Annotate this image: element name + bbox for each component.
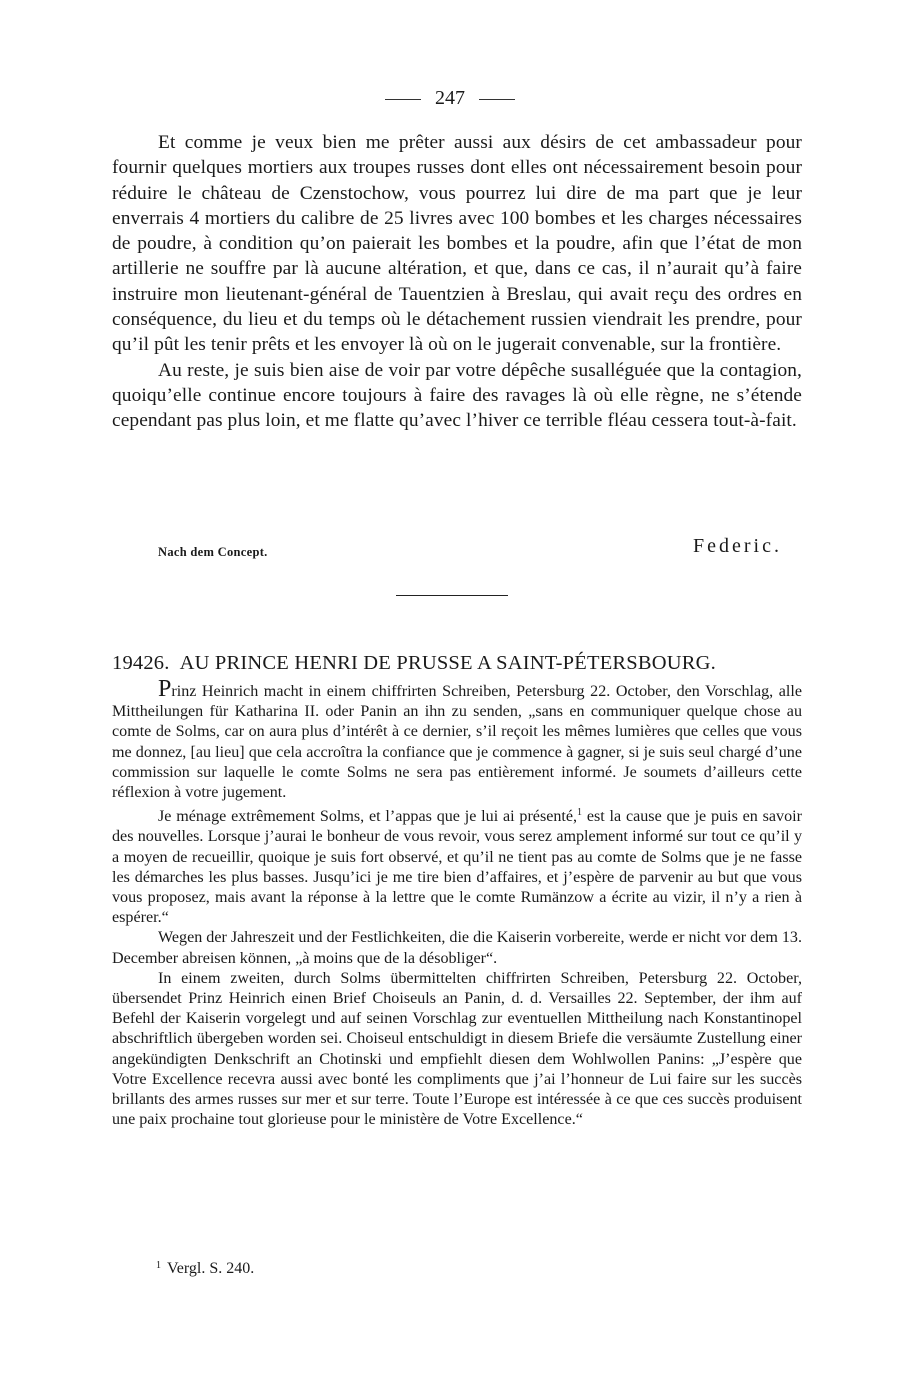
page-number: 247 bbox=[435, 87, 465, 109]
footnote-reference[interactable]: 1 bbox=[577, 807, 583, 819]
section-title: AU PRINCE HENRI DE PRUSSE A SAINT-PÉTERSBOURG. bbox=[179, 652, 716, 674]
summary-paragraph bbox=[112, 803, 802, 928]
section-heading bbox=[112, 650, 812, 676]
summary-body bbox=[112, 676, 803, 1130]
letter-paragraph: Et comme je veux bien me prêter aussi aux désirs de cet ambassadeur pour fournir quelques mortiers aux troupes russes dont elles ont nécessairement besoin pour réduire le château de Czenstochow, vous pourrez lui dire de ma part que je leur enverrais 4 mortiers du calibre de 25 livres avec 100 bombes et les charges nécessaires de poudre, à condition qu’on paierait les bombes et la poudre, afin que l’état de mon artillerie ne souffre par là aucune altération, et que, dans ce cas, il n’aurait qu’à faire instruire mon lieutenant-général de Tauentzien à Breslau, qui avait reçu des ordres en conséquence, du lieu et du temps où le détachement russien viendrait les prendre, pour qu’il pût les tenir prêts et les envoyer là où on le jugerait convenable, sur la frontière. bbox=[112, 132, 802, 356]
footnote-text: Vergl. S. 240. bbox=[167, 1260, 255, 1277]
section-number: 19426. bbox=[112, 652, 170, 674]
summary-text: est la cause que je puis en savoir des nouvelles. Lorsque j’aurai le bonheur de vous revoir, vous serez amplement informé sur tout ce qu’il y a moyen de recueillir, quoique je suis fort observé, et qu’il ne tient pas au comte de Solms que je ne fasse les démarches les plus basses. Jusqu’ici je me tire bien d’affaires, et j’espère de parvenir au but que vous vous proposez, mais avant la réponse à la lettre que le comte Rumänzow a écrite au vizir, il n’y a rien à espérer.“ bbox=[112, 808, 802, 927]
summary-paragraph: In einem zweiten, durch Solms übermittelten chiffrirten Schreiben, Petersburg 22. October, übersendet Prinz Heinrich einen Brief Choiseuls an Panin, d. d. Versailles 22. September, der ihm auf Befehl der Kaiserin vorgelegt und auf seinen Vorschlag zur eventuellen Mittheilung nach Konstantinopel abschriftlich übergeben worden sei. Choiseul entschuldigt in diesem Briefe die versäumte Zustellung einer angekündigten Denkschrift an Chotinski und empfiehlt diesen dem Wohlwollen Panins: „J’espère que Votre Excellence recevra aussi avec bonté les compliments que j’ai l’honneur de Lui faire sur les succès brillants des armes russes sur mer et sur terre. Toute l’Europe est intéressée à ce que ces succès produisent une paix prochaine tout glorieuse pour le ministère de Votre Excellence.“ bbox=[112, 969, 802, 1129]
footnote-marker: 1 bbox=[156, 1260, 161, 1271]
summary-paragraph bbox=[112, 676, 802, 803]
page-header bbox=[0, 86, 900, 110]
summary-paragraph: Wegen der Jahreszeit und der Festlichkeiten, die die Kaiserin vorbereite, werde er nicht vor dem 13. December abreisen können, „à moins que de la désobliger“. bbox=[112, 929, 803, 967]
footnote bbox=[156, 1256, 254, 1279]
letter-paragraph: Au reste, je suis bien aise de voir par votre dépêche susalléguée que la contagion, quoiqu’elle continue encore toujours à faire des ravages là où elle règne, ne s’étende cependant pas plus loin, et me flatte qu’avec l’hiver ce terrible fléau cessera tout-à-fait. bbox=[112, 359, 802, 432]
summary-text: Je ménage extrêmement Solms, et l’appas que je lui ai présenté, bbox=[158, 808, 578, 826]
closing-row bbox=[158, 535, 782, 561]
section-divider bbox=[396, 595, 508, 596]
source-note: Nach dem Concept. bbox=[158, 545, 268, 559]
signature: Federic. bbox=[693, 535, 782, 557]
header-rule-right bbox=[479, 99, 515, 100]
summary-text: rinz Heinrich macht in einem chiffrirten Schreiben, Petersburg 22. October, den Vorschlag, alle Mittheilungen für Katharina II. oder Panin an ihn zu senden, „sans en communiquer quelque chose au comte de Solms, car on aura plus d’intérêt à ce dernier, s’il reçoit les mêmes lumières que celles que vous me donnez, [au lieu] que cela accroîtra la confiance que je commence à gagner, si je suis seul chargé d’une commission sur laquelle le comte Solms ne sera pas entièrement informé. Je soumets d’ailleurs cette réflexion à votre jugement. bbox=[112, 683, 802, 802]
drop-cap: P bbox=[158, 676, 172, 702]
letter-body bbox=[112, 130, 802, 434]
header-rule-left bbox=[385, 99, 421, 100]
